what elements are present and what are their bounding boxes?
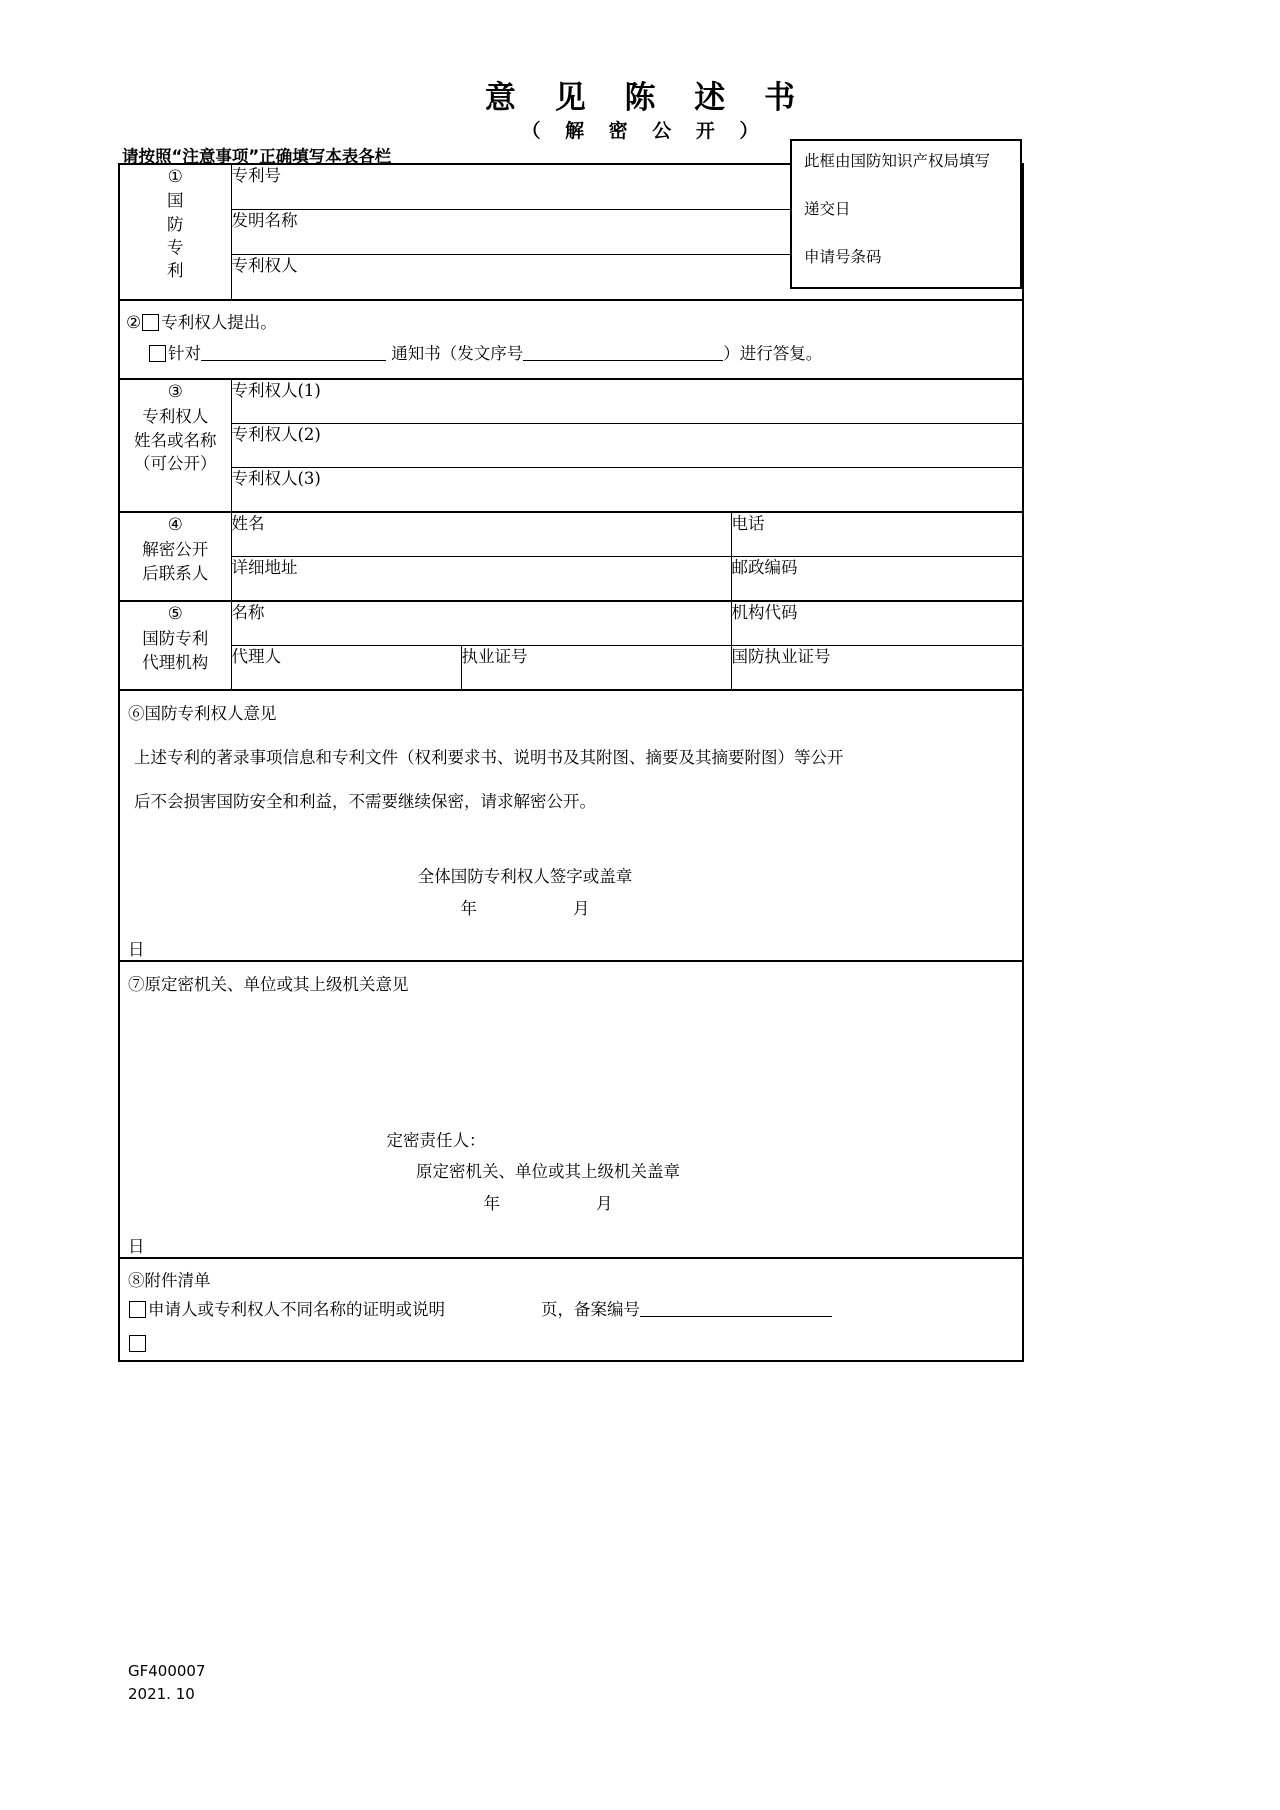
section6-month-label: 月 (573, 898, 590, 918)
contact-postcode-field[interactable]: 邮政编码 (731, 556, 1023, 601)
section2-checkbox-patentee[interactable] (142, 314, 159, 331)
section8-cell (119, 1258, 1023, 1361)
application-barcode-label: 申请号条码 (804, 248, 882, 266)
agency-name-field[interactable]: 名称 (231, 601, 731, 646)
section8-item1-label: 申请人或专利权人不同名称的证明或说明 (148, 1300, 445, 1320)
section7-cell (119, 961, 1023, 1258)
table-row (119, 379, 1023, 424)
table-row (119, 645, 1023, 690)
section8-item1-suffix: 页，备案编号 (541, 1300, 640, 1320)
section2-option2-prefix: 针对 (168, 344, 201, 364)
section7-responsible-label[interactable]: 定密责任人： (386, 1131, 486, 1151)
section3-label (119, 379, 231, 512)
office-box-header: 此框由国防知识产权局填写 (804, 152, 991, 170)
form-code: GF400007 (128, 1662, 206, 1680)
section6-paragraph-line2: 后不会损害国防安全和利益，不需要继续保密，请求解密公开。 (134, 791, 596, 811)
section3-label-line1: 专利权人 (142, 406, 209, 426)
instruction-text: 请按照“注意事项”正确填写本表各栏 (122, 147, 392, 166)
section8-item1-row (120, 1293, 1022, 1327)
patent-number-field[interactable]: 专利号 (231, 164, 1023, 210)
section2-cell (119, 300, 1023, 379)
section5-label (119, 601, 231, 690)
section2-option2-row (126, 339, 1022, 370)
table-row (119, 423, 1023, 467)
agency-code-field[interactable]: 机构代码 (731, 601, 1023, 646)
practice-cert-field[interactable]: 执业证号 (461, 645, 731, 690)
page-title: 意 见 陈 述 书 (484, 80, 810, 116)
table-row (119, 556, 1023, 601)
section3-label-line2: 姓名或名称 (134, 430, 217, 450)
section1-char-2: 防 (167, 214, 184, 234)
section1-char-1: 国 (167, 191, 184, 211)
patentee-1-field[interactable]: 专利权人(1) (231, 379, 1023, 424)
section2-option2-mid: 通知书（发文序号 (391, 344, 524, 364)
section3-number: ③ (167, 381, 183, 402)
section2-checkbox-response[interactable] (149, 345, 166, 362)
section2-number: ② (126, 313, 142, 333)
section7-signature-block (120, 1125, 1022, 1219)
table-row (119, 467, 1023, 512)
notice-name-blank[interactable] (201, 360, 386, 361)
table-row (119, 690, 1023, 961)
section1-label (119, 164, 231, 300)
section6-day-label: 日 (128, 940, 145, 960)
contact-phone-field[interactable]: 电话 (731, 512, 1023, 557)
record-number-blank[interactable] (640, 1316, 832, 1317)
section7-heading: ⑦原定密机关、单位或其上级机关意见 (128, 975, 409, 995)
section8-item2-row (120, 1327, 1022, 1361)
section7-date-line (120, 1188, 976, 1219)
section6-date-line (120, 893, 930, 924)
table-row (119, 512, 1023, 557)
section7-month-label: 月 (596, 1193, 613, 1213)
submission-date-label: 递交日 (804, 200, 851, 218)
section2-option1-row (126, 308, 1022, 339)
section6-year-label: 年 (460, 898, 477, 918)
agent-name-field[interactable]: 代理人 (231, 645, 461, 690)
section6-paragraph (120, 736, 1022, 823)
section2-option1-label: 专利权人提出。 (161, 313, 277, 332)
section4-label-line1: 解密公开 (142, 539, 209, 559)
section6-paragraph-line1: 上述专利的著录事项信息和专利文件（权利要求书、说明书及其附图、摘要及其摘要附图）等公开 (134, 747, 844, 767)
office-use-box (790, 139, 1022, 289)
section5-label-line2: 代理机构 (142, 652, 209, 672)
section8-checkbox-2[interactable] (129, 1335, 146, 1352)
contact-name-field[interactable]: 姓名 (231, 512, 731, 557)
section2-option2-suffix: ）进行答复。 (723, 344, 823, 364)
section4-number: ④ (167, 514, 183, 535)
section8-heading: ⑧附件清单 (128, 1271, 211, 1291)
section6-signature-label[interactable]: 全体国防专利权人签字或盖章 (417, 867, 633, 887)
section1-char-3: 专 (167, 237, 184, 257)
section8-checkbox-1[interactable] (129, 1301, 146, 1318)
contact-address-field[interactable]: 详细地址 (231, 556, 731, 601)
notice-serial-blank[interactable] (523, 360, 723, 361)
section4-label (119, 512, 231, 601)
section2-content (120, 301, 1022, 378)
section1-char-4: 利 (167, 261, 184, 281)
section6-cell (119, 690, 1023, 961)
form-table (118, 163, 1024, 1362)
page-subtitle: （ 解 密 公 开 ） (521, 120, 768, 142)
patentee-2-field[interactable]: 专利权人(2) (231, 423, 1023, 467)
defense-cert-field[interactable]: 国防执业证号 (731, 645, 1023, 690)
patentee-3-field[interactable]: 专利权人(3) (231, 467, 1023, 512)
invention-title-field[interactable]: 发明名称 (231, 210, 1023, 255)
section5-label-line1: 国防专利 (142, 628, 209, 648)
table-row (119, 601, 1023, 646)
section4-label-line2: 后联系人 (142, 563, 209, 583)
patentee-field[interactable]: 专利权人 (231, 255, 1023, 301)
section6-signature-block (120, 861, 1022, 924)
table-row (119, 300, 1023, 379)
table-row (119, 961, 1023, 1258)
table-row (119, 1258, 1023, 1361)
section6-heading: ⑥国防专利权人意见 (128, 703, 277, 723)
section1-number: ① (167, 167, 183, 187)
footer (128, 1660, 206, 1707)
form-date: 2021. 10 (128, 1685, 195, 1704)
section7-year-label: 年 (483, 1193, 500, 1213)
section5-number: ⑤ (167, 603, 183, 624)
section3-label-line3: （可公开） (134, 454, 217, 474)
section7-day-label: 日 (128, 1237, 145, 1257)
section7-seal-label[interactable]: 原定密机关、单位或其上级机关盖章 (416, 1162, 680, 1182)
